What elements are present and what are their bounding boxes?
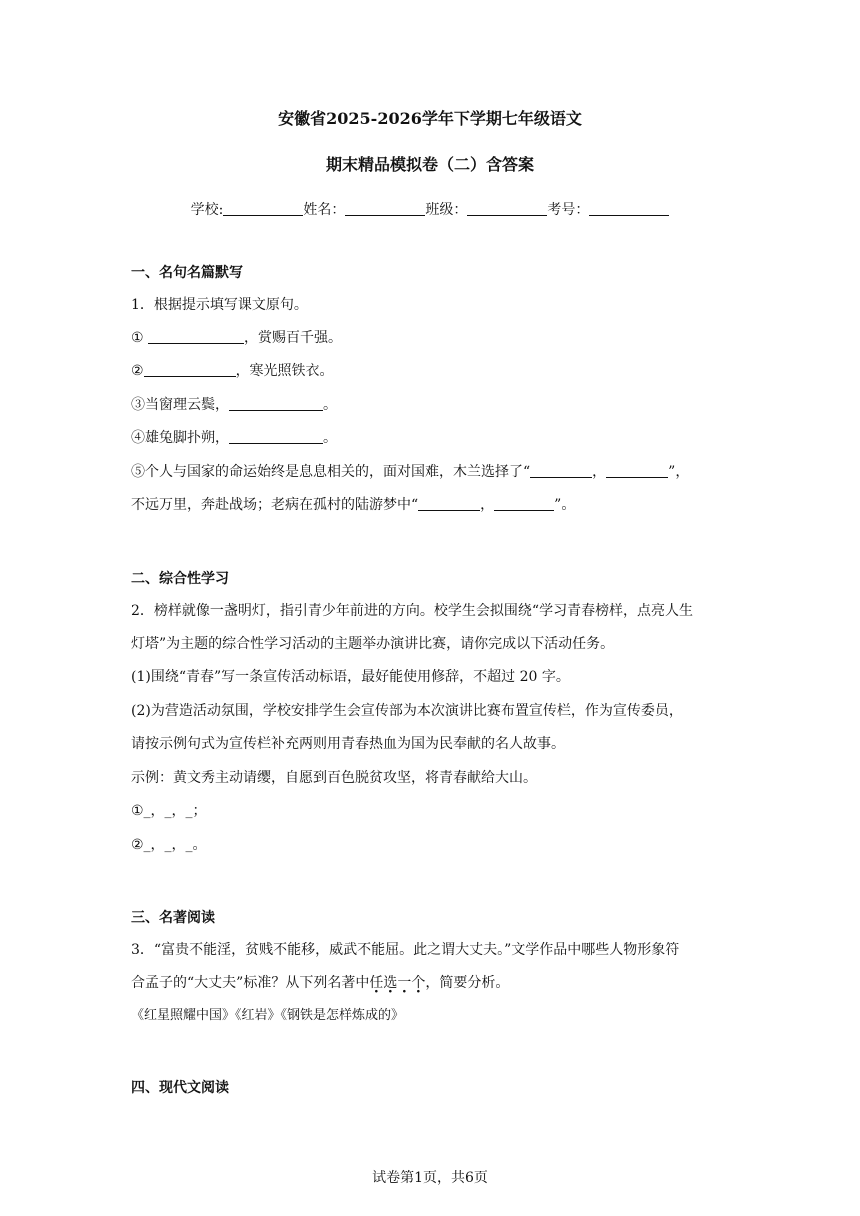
answer-blank[interactable] xyxy=(530,463,592,478)
emphasis-text xyxy=(369,975,425,991)
class-blank[interactable] xyxy=(467,201,547,216)
paragraph-line: (2)为营造活动氛围，学校安排学生会宣传部为本次演讲比赛布置宣传栏，作为宣传委员， xyxy=(131,703,683,719)
item-4 xyxy=(131,427,337,447)
item-5-line2 xyxy=(131,494,575,514)
paragraph-line: 3．“富贵不能淫，贫贱不能移，威武不能屈。此之谓大丈夫。”文学作品中哪些人物形象符 xyxy=(131,942,680,958)
item-text: ，寒光照铁衣。 xyxy=(235,363,334,379)
item-text: ， xyxy=(592,464,607,480)
exam-title-line2: 期末精品模拟卷（二）含答案 xyxy=(325,155,534,174)
answer-blank[interactable] xyxy=(229,429,323,444)
item-text: ② xyxy=(131,363,144,379)
answer-blank[interactable] xyxy=(144,362,236,377)
item-3 xyxy=(131,394,337,414)
item-text: ⑤个人与国家的命运始终是息息相关的，面对国难，木兰选择了“ xyxy=(131,464,531,480)
exam-title-line1: 安徽省2025-2026学年下学期七年级语文 xyxy=(278,109,582,128)
section-heading: 二、综合性学习 xyxy=(131,571,229,587)
item-text: ”。 xyxy=(554,497,576,513)
paragraph-line xyxy=(131,972,509,992)
name-blank[interactable] xyxy=(345,201,425,216)
item-2 xyxy=(131,360,334,380)
item-text: ， xyxy=(480,497,495,513)
school-blank[interactable] xyxy=(223,201,303,216)
question-1: 1．根据提示填写课文原句。 xyxy=(131,297,308,313)
book-list: 《红星照耀中国》《红岩》《钢铁是怎样炼成的》 xyxy=(131,1008,405,1023)
section-heading: 四、现代文阅读 xyxy=(131,1080,229,1096)
item-text: ”， xyxy=(668,464,690,480)
item-text: 不远万里，奔赴战场；老病在孤村的陆游梦中“ xyxy=(131,497,419,513)
emphasis-char: 一 xyxy=(397,975,412,991)
student-info-row xyxy=(0,199,860,219)
item-text: 。 xyxy=(323,397,337,413)
item-text: 。 xyxy=(323,430,337,446)
emphasis-char: 任 xyxy=(369,975,384,991)
example-line: 示例：黄文秀主动请缨，自愿到百色脱贫攻坚，将青春献给大山。 xyxy=(131,770,537,786)
answer-blank[interactable] xyxy=(148,329,244,344)
school-label: 学校: xyxy=(190,202,224,218)
section-heading: 三、名著阅读 xyxy=(131,910,215,926)
emphasis-char: 个 xyxy=(411,975,426,991)
item-text: ③当窗理云鬓， xyxy=(131,397,229,413)
answer-blank[interactable] xyxy=(494,496,554,511)
section-heading: 一、名句名篇默写 xyxy=(131,265,243,281)
answer-line[interactable]: ①_，_，_； xyxy=(131,803,207,819)
paragraph-text: 合孟子的“大丈夫”标准？从下列名著中 xyxy=(131,975,370,991)
answer-blank[interactable] xyxy=(418,496,480,511)
exam-no-label: 考号： xyxy=(547,202,590,218)
emphasis-char: 选 xyxy=(383,975,398,991)
exam-no-blank[interactable] xyxy=(589,201,669,216)
answer-blank[interactable] xyxy=(606,463,668,478)
item-text: ① xyxy=(131,330,144,346)
name-label: 姓名： xyxy=(303,202,346,218)
item-5-line1 xyxy=(131,461,689,481)
class-label: 班级： xyxy=(425,202,468,218)
item-text: ④雄兔脚扑朔， xyxy=(131,430,229,446)
page-footer: 试卷第1页，共6页 xyxy=(372,1170,488,1186)
answer-line[interactable]: ②_，_，_。 xyxy=(131,837,207,853)
item-text: ，赏赐百千强。 xyxy=(244,330,343,346)
paragraph-line: 请按示例句式为宣传栏补充两则用青春热血为国为民奉献的名人故事。 xyxy=(131,736,565,752)
paragraph-text: ，简要分析。 xyxy=(425,975,510,991)
item-1 xyxy=(131,327,342,347)
answer-blank[interactable] xyxy=(229,396,323,411)
paragraph-line: 灯塔”为主题的综合性学习活动的主题举办演讲比赛，请你完成以下活动任务。 xyxy=(131,636,615,652)
paragraph-line: (1)围绕“青春”写一条宣传活动标语，最好能使用修辞，不超过 20 字。 xyxy=(131,669,570,685)
paragraph-line: 2．榜样就像一盏明灯，指引青少年前进的方向。校学生会拟围绕“学习青春榜样，点亮人生 xyxy=(131,603,694,619)
